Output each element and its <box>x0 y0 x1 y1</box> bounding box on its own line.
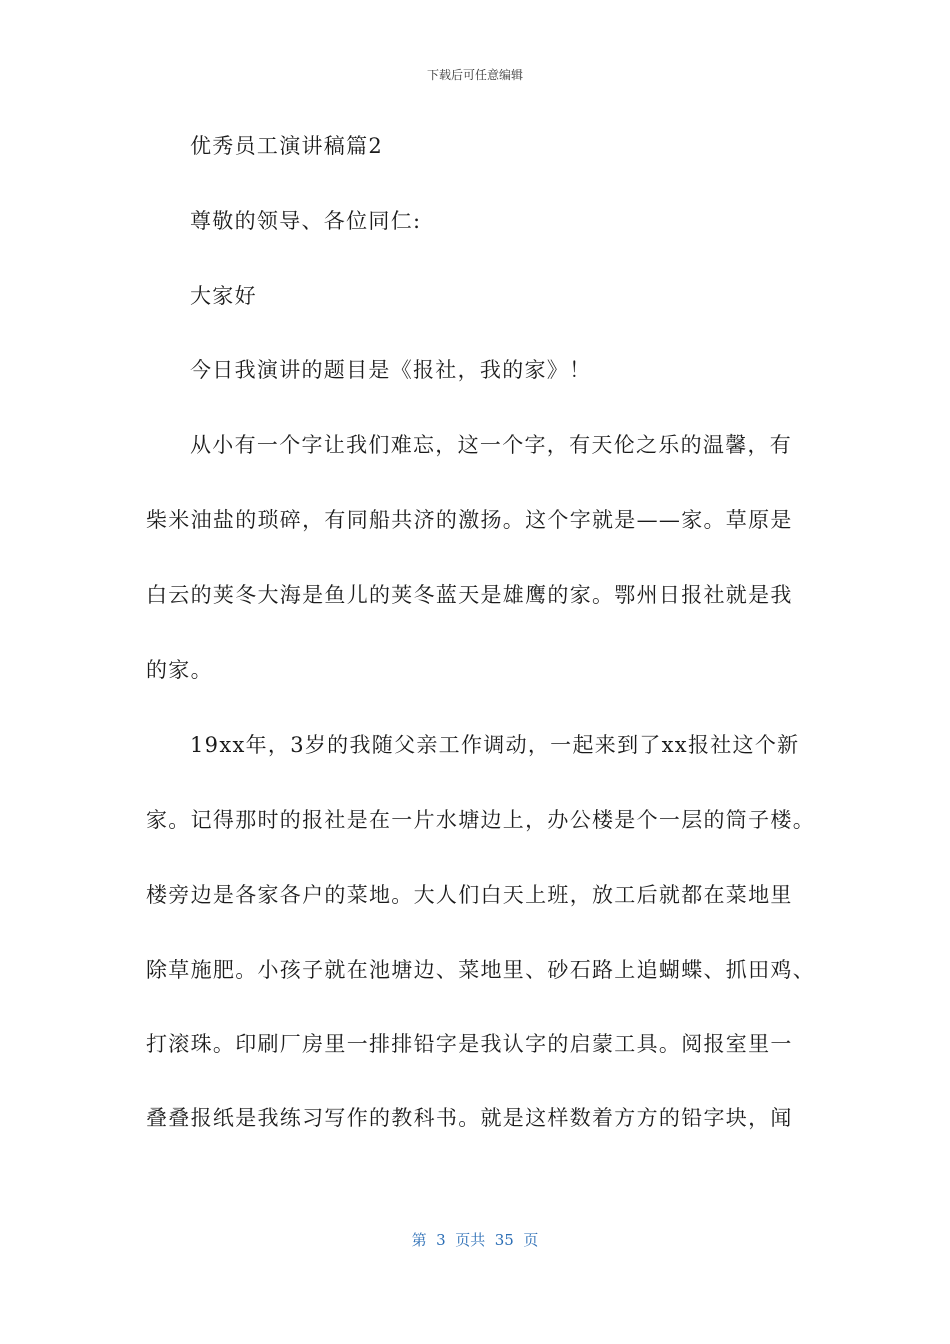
paragraph-line: 叠叠报纸是我练习写作的教科书。就是这样数着方方的铅字块，闻 <box>146 1106 793 1130</box>
paragraph-line: 除草施肥。小孩子就在池塘边、菜地里、砂石路上追蝴蝶、抓田鸡、 <box>146 958 815 982</box>
paragraph-line: 的家。 <box>146 658 213 682</box>
paragraph-line: 从小有一个字让我们难忘，这一个字，有天伦之乐的温馨，有 <box>190 433 793 457</box>
page-header-note: 下载后可任意编辑 <box>426 68 523 82</box>
paragraph-line: 白云的荚冬大海是鱼儿的荚冬蓝天是雄鹰的家。鄂州日报社就是我 <box>146 583 793 607</box>
section-title: 优秀员工演讲稿篇2 <box>190 134 384 158</box>
greeting: 大家好 <box>190 284 257 308</box>
paragraph-line: 楼旁边是各家各户的菜地。大人们白天上班，放工后就都在菜地里 <box>146 883 793 907</box>
speech-topic: 今日我演讲的题目是《报社，我的家》！ <box>190 358 592 382</box>
paragraph-line: 柴米油盐的琐碎，有同船共济的激扬。这个字就是——家。草原是 <box>146 508 793 532</box>
salutation: 尊敬的领导、各位同仁: <box>190 209 422 233</box>
paragraph-line: 19xx年，3岁的我随父亲工作调动，一起来到了xx报社这个新 <box>190 733 800 757</box>
page-number-footer: 第 3 页共 35 页 <box>411 1231 539 1249</box>
paragraph-line: 打滚珠。印刷厂房里一排排铅字是我认字的启蒙工具。阅报室里一 <box>146 1032 793 1056</box>
paragraph-line: 家。记得那时的报社是在一片水塘边上，办公楼是个一层的筒子楼。 <box>146 808 815 832</box>
